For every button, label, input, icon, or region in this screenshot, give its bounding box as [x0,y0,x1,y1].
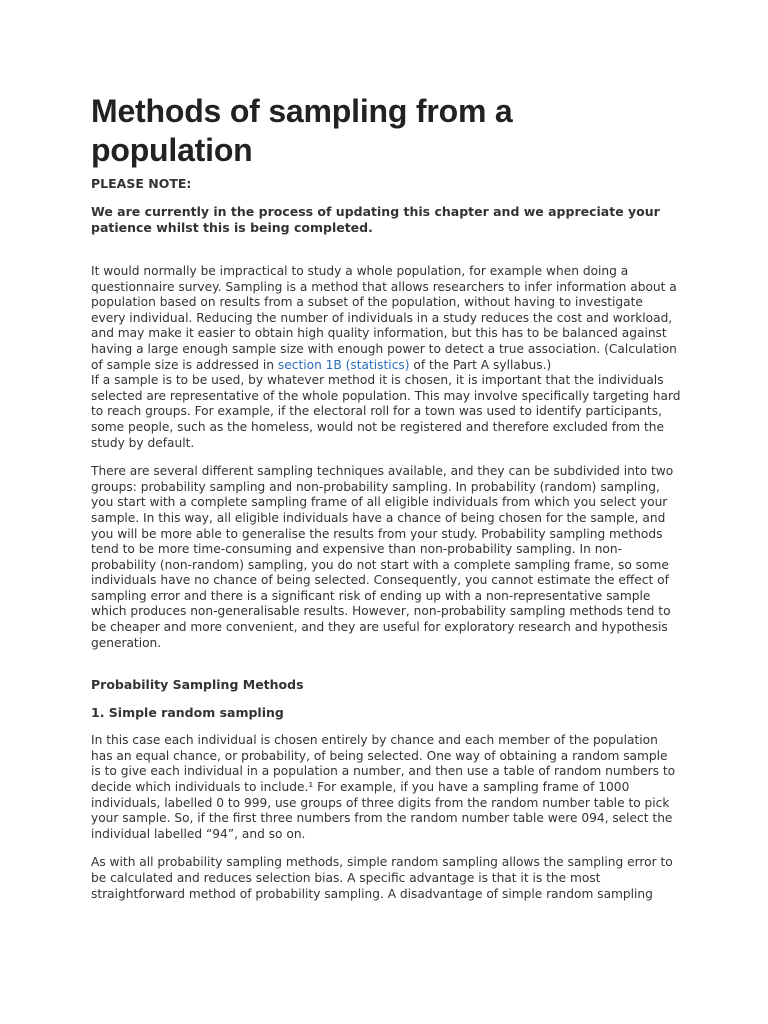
note-label: PLEASE NOTE: [91,176,192,191]
paragraph-techniques: There are several different sampling techniques available, and they can be subdivided into two groups: probability sampling and non-probability sampling. In probability (random) sampling, you start with a complete sampling frame of all eligible individuals from which you select your sample. In this way, all eligible individuals have a chance of being chosen for the sample, and you will be more able to generalise the results from your study. Probability sampling methods tend to be more time-consuming and expensive than non-probability sampling. In non-probability (non-random) sampling, you do not start with a complete sampling frame, so some individuals have no chance of being selected. Consequently, you cannot estimate the effect of sampling error and there is a significant risk of ending up with a non-representative sample which produces non-generalisable results. However, non-probability sampling methods tend to be cheaper and more convenient, and they are useful for exploratory research and hypothesis generation. [91,464,674,650]
paragraph-simple-random: In this case each individual is chosen entirely by chance and each member of the population has an equal chance, or probability, of being selected. One way of obtaining a random sample is to give each individual in a population a number, and then use a table of random numbers to decide which individuals to include.¹ For example, if you have a sampling frame of 1000 individuals, labelled 0 to 999, use groups of three digits from the random number table to pick your sample. So, if the first three numbers from the random number table were 094, select the individual labelled “94”, and so on. [91,733,676,841]
paragraph-advantages: As with all probability sampling methods, simple random sampling allows the sampling error to be calculated and reduces selection bias. A specific advantage is that it is the most straightforward method of probability sampling. A disadvantage of simple random sampling [91,855,673,901]
paragraph-representative: If a sample is to be used, by whatever method it is chosen, it is important that the individuals selected are representative of the whole population. This may involve specifically targeting hard to reach groups. For example, if the electoral roll for a town was used to identify participants, some people, such as the homeless, would not be registered and therefore excluded from the study by default. [91,373,681,450]
paragraph-intro-tail: of the Part A syllabus.) [409,357,552,372]
note-text: We are currently in the process of updating this chapter and we appreciate your patience whilst this is being completed. [91,204,660,235]
page-title: Methods of sampling from a population [91,93,513,168]
statistics-section-link[interactable]: section 1B (statistics) [277,357,410,372]
subsection-heading: 1. Simple random sampling [91,705,284,721]
section-heading: Probability Sampling Methods [91,677,304,693]
article [91,92,681,902]
paragraph-intro-text: It would normally be impractical to study a whole population, for example when doing a questionnaire survey. Sampling is a method that allows researchers to infer information about a population based on results from a subset of the population, without having to investigate every individual. Reducing the number of individuals in a study reduces the cost and workload, and may make it easier to obtain high quality information, but this has to be balanced against having a large enough sample size with enough power to detect a true association. (Calculation of sample size is addressed in [91,264,677,372]
paragraph-intro [91,264,681,373]
